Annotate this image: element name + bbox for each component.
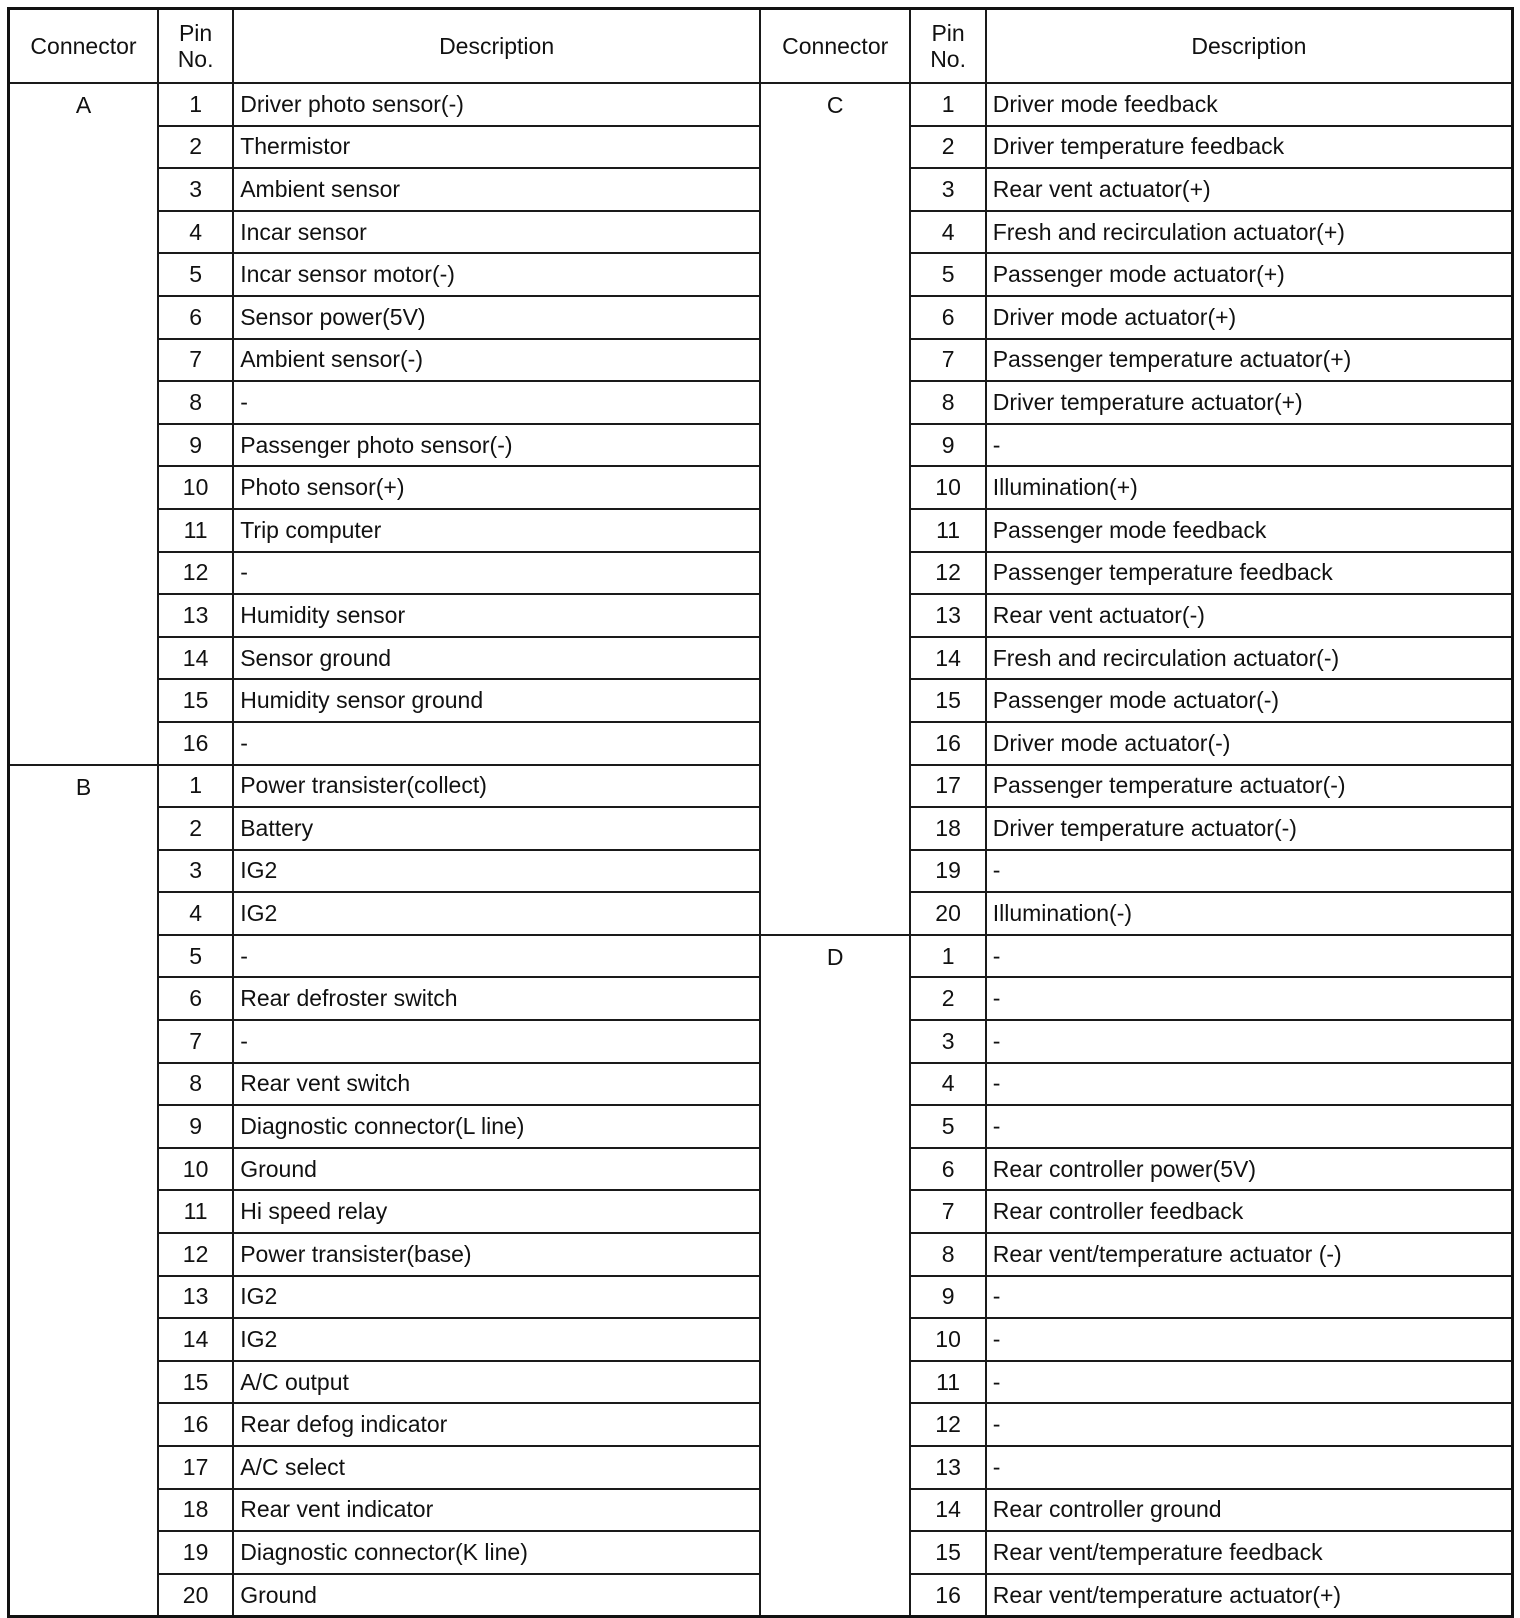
left-pin-description: Rear vent indicator [233,1489,760,1532]
right-pin-description: Driver mode actuator(+) [986,296,1513,339]
left-pin-number: 15 [158,679,233,722]
right-pin-number: 19 [910,850,985,893]
right-pin-description: Passenger temperature actuator(-) [986,765,1513,808]
left-connector-cell: B [9,765,158,1617]
right-pin-number: 18 [910,807,985,850]
right-pin-number: 3 [910,1020,985,1063]
right-pin-number: 14 [910,637,985,680]
right-pin-header [910,9,985,84]
left-pin-header [158,9,233,84]
left-pin-number: 8 [158,381,233,424]
left-connector-header: Connector [9,9,158,84]
right-pin-number: 11 [910,509,985,552]
left-description-header: Description [233,9,760,84]
left-pin-description: Humidity sensor [233,594,760,637]
right-pin-number: 6 [910,296,985,339]
right-pin-number: 16 [910,1574,985,1617]
left-pin-description: Diagnostic connector(L line) [233,1105,760,1148]
right-pin-number: 4 [910,1063,985,1106]
right-pin-description: Rear vent actuator(+) [986,168,1513,211]
right-pin-number: 2 [910,977,985,1020]
left-pin-number: 10 [158,466,233,509]
left-pin-number: 6 [158,977,233,1020]
right-pin-number: 5 [910,1105,985,1148]
left-pin-description: Thermistor [233,126,760,169]
left-pin-description: A/C select [233,1446,760,1489]
left-pin-description: Incar sensor [233,211,760,254]
left-pin-description: - [233,1020,760,1063]
header-row [9,9,1513,84]
left-pin-number: 13 [158,1276,233,1319]
right-pin-description: - [986,1020,1513,1063]
left-pin-description: A/C output [233,1361,760,1404]
right-connector-cell: D [760,935,911,1617]
right-pin-description: Driver temperature actuator(+) [986,381,1513,424]
right-pin-description: - [986,1276,1513,1319]
left-pin-description: Sensor power(5V) [233,296,760,339]
right-pin-description: Fresh and recirculation actuator(+) [986,211,1513,254]
table-row [9,83,1513,126]
right-pin-number: 13 [910,1446,985,1489]
left-pin-number: 2 [158,126,233,169]
left-pin-description: IG2 [233,892,760,935]
right-pin-description: Passenger mode actuator(-) [986,679,1513,722]
right-pin-number: 9 [910,424,985,467]
right-pin-description: Rear vent/temperature actuator (-) [986,1233,1513,1276]
right-pin-number: 8 [910,1233,985,1276]
right-pin-description: - [986,935,1513,978]
table-row [9,935,1513,978]
right-pin-number: 11 [910,1361,985,1404]
left-pin-number: 16 [158,722,233,765]
right-pin-description: Passenger mode actuator(+) [986,253,1513,296]
left-pin-description: - [233,381,760,424]
left-pin-description: Power transister(collect) [233,765,760,808]
left-pin-number: 15 [158,1361,233,1404]
left-pin-description: Battery [233,807,760,850]
right-pin-number: 12 [910,1403,985,1446]
right-pin-number: 15 [910,679,985,722]
left-pin-description: Ground [233,1574,760,1617]
left-pin-number: 14 [158,1318,233,1361]
pin-header-line1: Pin [931,20,965,46]
right-pin-description: Rear controller ground [986,1489,1513,1532]
left-pin-number: 10 [158,1148,233,1191]
left-pin-description: IG2 [233,1318,760,1361]
left-pin-description: - [233,722,760,765]
right-pin-description: Passenger mode feedback [986,509,1513,552]
left-pin-number: 18 [158,1489,233,1532]
left-pin-description: Trip computer [233,509,760,552]
right-pin-number: 7 [910,1190,985,1233]
left-pin-description: Ambient sensor(-) [233,339,760,382]
left-pin-number: 3 [158,850,233,893]
right-pin-description: - [986,1403,1513,1446]
left-pin-description: Incar sensor motor(-) [233,253,760,296]
right-pin-description: Rear controller feedback [986,1190,1513,1233]
pin-header-line2: No. [930,46,966,72]
right-pin-description: - [986,1446,1513,1489]
left-pin-number: 7 [158,1020,233,1063]
right-pin-number: 10 [910,466,985,509]
left-pin-description: Driver photo sensor(-) [233,83,760,126]
right-pin-description: Rear controller power(5V) [986,1148,1513,1191]
right-pin-number: 8 [910,381,985,424]
right-pin-description: Passenger temperature actuator(+) [986,339,1513,382]
left-pin-number: 19 [158,1531,233,1574]
left-pin-number: 1 [158,765,233,808]
left-pin-number: 5 [158,935,233,978]
right-pin-number: 13 [910,594,985,637]
right-pin-description: Driver temperature actuator(-) [986,807,1513,850]
right-pin-description: Rear vent/temperature actuator(+) [986,1574,1513,1617]
right-pin-number: 2 [910,126,985,169]
table-body [9,83,1513,1617]
pin-header-line2: No. [177,46,214,72]
left-pin-description: Rear vent switch [233,1063,760,1106]
left-pin-number: 1 [158,83,233,126]
right-pin-number: 1 [910,935,985,978]
right-pin-number: 14 [910,1489,985,1532]
left-pin-description: Rear defog indicator [233,1403,760,1446]
right-pin-number: 4 [910,211,985,254]
left-pin-number: 5 [158,253,233,296]
left-pin-description: IG2 [233,1276,760,1319]
left-pin-number: 2 [158,807,233,850]
left-connector-cell: A [9,83,158,765]
left-pin-description: Passenger photo sensor(-) [233,424,760,467]
left-pin-number: 12 [158,552,233,595]
right-pin-number: 7 [910,339,985,382]
right-description-header: Description [986,9,1513,84]
left-pin-number: 4 [158,892,233,935]
right-pin-number: 9 [910,1276,985,1319]
right-pin-number: 20 [910,892,985,935]
right-pin-description: Rear vent/temperature feedback [986,1531,1513,1574]
left-pin-description: Humidity sensor ground [233,679,760,722]
right-pin-description: Passenger temperature feedback [986,552,1513,595]
left-pin-number: 13 [158,594,233,637]
right-pin-description: - [986,1361,1513,1404]
right-pin-description: - [986,1318,1513,1361]
left-pin-number: 6 [158,296,233,339]
right-pin-description: - [986,850,1513,893]
right-pin-number: 5 [910,253,985,296]
left-pin-description: - [233,935,760,978]
left-pin-description: Photo sensor(+) [233,466,760,509]
left-pin-description: Rear defroster switch [233,977,760,1020]
right-pin-number: 6 [910,1148,985,1191]
right-pin-number: 3 [910,168,985,211]
left-pin-number: 8 [158,1063,233,1106]
left-pin-number: 7 [158,339,233,382]
right-pin-description: Illumination(+) [986,466,1513,509]
right-pin-number: 1 [910,83,985,126]
pin-header-line1: Pin [178,20,213,46]
left-pin-number: 14 [158,637,233,680]
right-connector-header: Connector [760,9,911,84]
right-connector-cell: C [760,83,911,935]
right-pin-description: Driver temperature feedback [986,126,1513,169]
left-pin-number: 17 [158,1446,233,1489]
right-pin-description: - [986,424,1513,467]
right-pin-description: - [986,1063,1513,1106]
right-pin-description: - [986,977,1513,1020]
left-pin-number: 4 [158,211,233,254]
right-pin-description: - [986,1105,1513,1148]
left-pin-number: 9 [158,1105,233,1148]
left-pin-description: Diagnostic connector(K line) [233,1531,760,1574]
left-pin-number: 20 [158,1574,233,1617]
right-pin-number: 12 [910,552,985,595]
right-pin-number: 15 [910,1531,985,1574]
connector-pin-table [7,7,1514,1618]
left-pin-description: Ground [233,1148,760,1191]
left-pin-number: 12 [158,1233,233,1276]
left-pin-description: - [233,552,760,595]
left-pin-description: IG2 [233,850,760,893]
left-pin-number: 11 [158,1190,233,1233]
left-pin-number: 16 [158,1403,233,1446]
right-pin-number: 10 [910,1318,985,1361]
left-pin-description: Power transister(base) [233,1233,760,1276]
left-pin-number: 11 [158,509,233,552]
right-pin-description: Driver mode feedback [986,83,1513,126]
left-pin-number: 9 [158,424,233,467]
left-pin-number: 3 [158,168,233,211]
right-pin-number: 16 [910,722,985,765]
right-pin-description: Driver mode actuator(-) [986,722,1513,765]
left-pin-description: Ambient sensor [233,168,760,211]
left-pin-description: Hi speed relay [233,1190,760,1233]
right-pin-description: Rear vent actuator(-) [986,594,1513,637]
right-pin-description: Fresh and recirculation actuator(-) [986,637,1513,680]
right-pin-description: Illumination(-) [986,892,1513,935]
left-pin-description: Sensor ground [233,637,760,680]
right-pin-number: 17 [910,765,985,808]
